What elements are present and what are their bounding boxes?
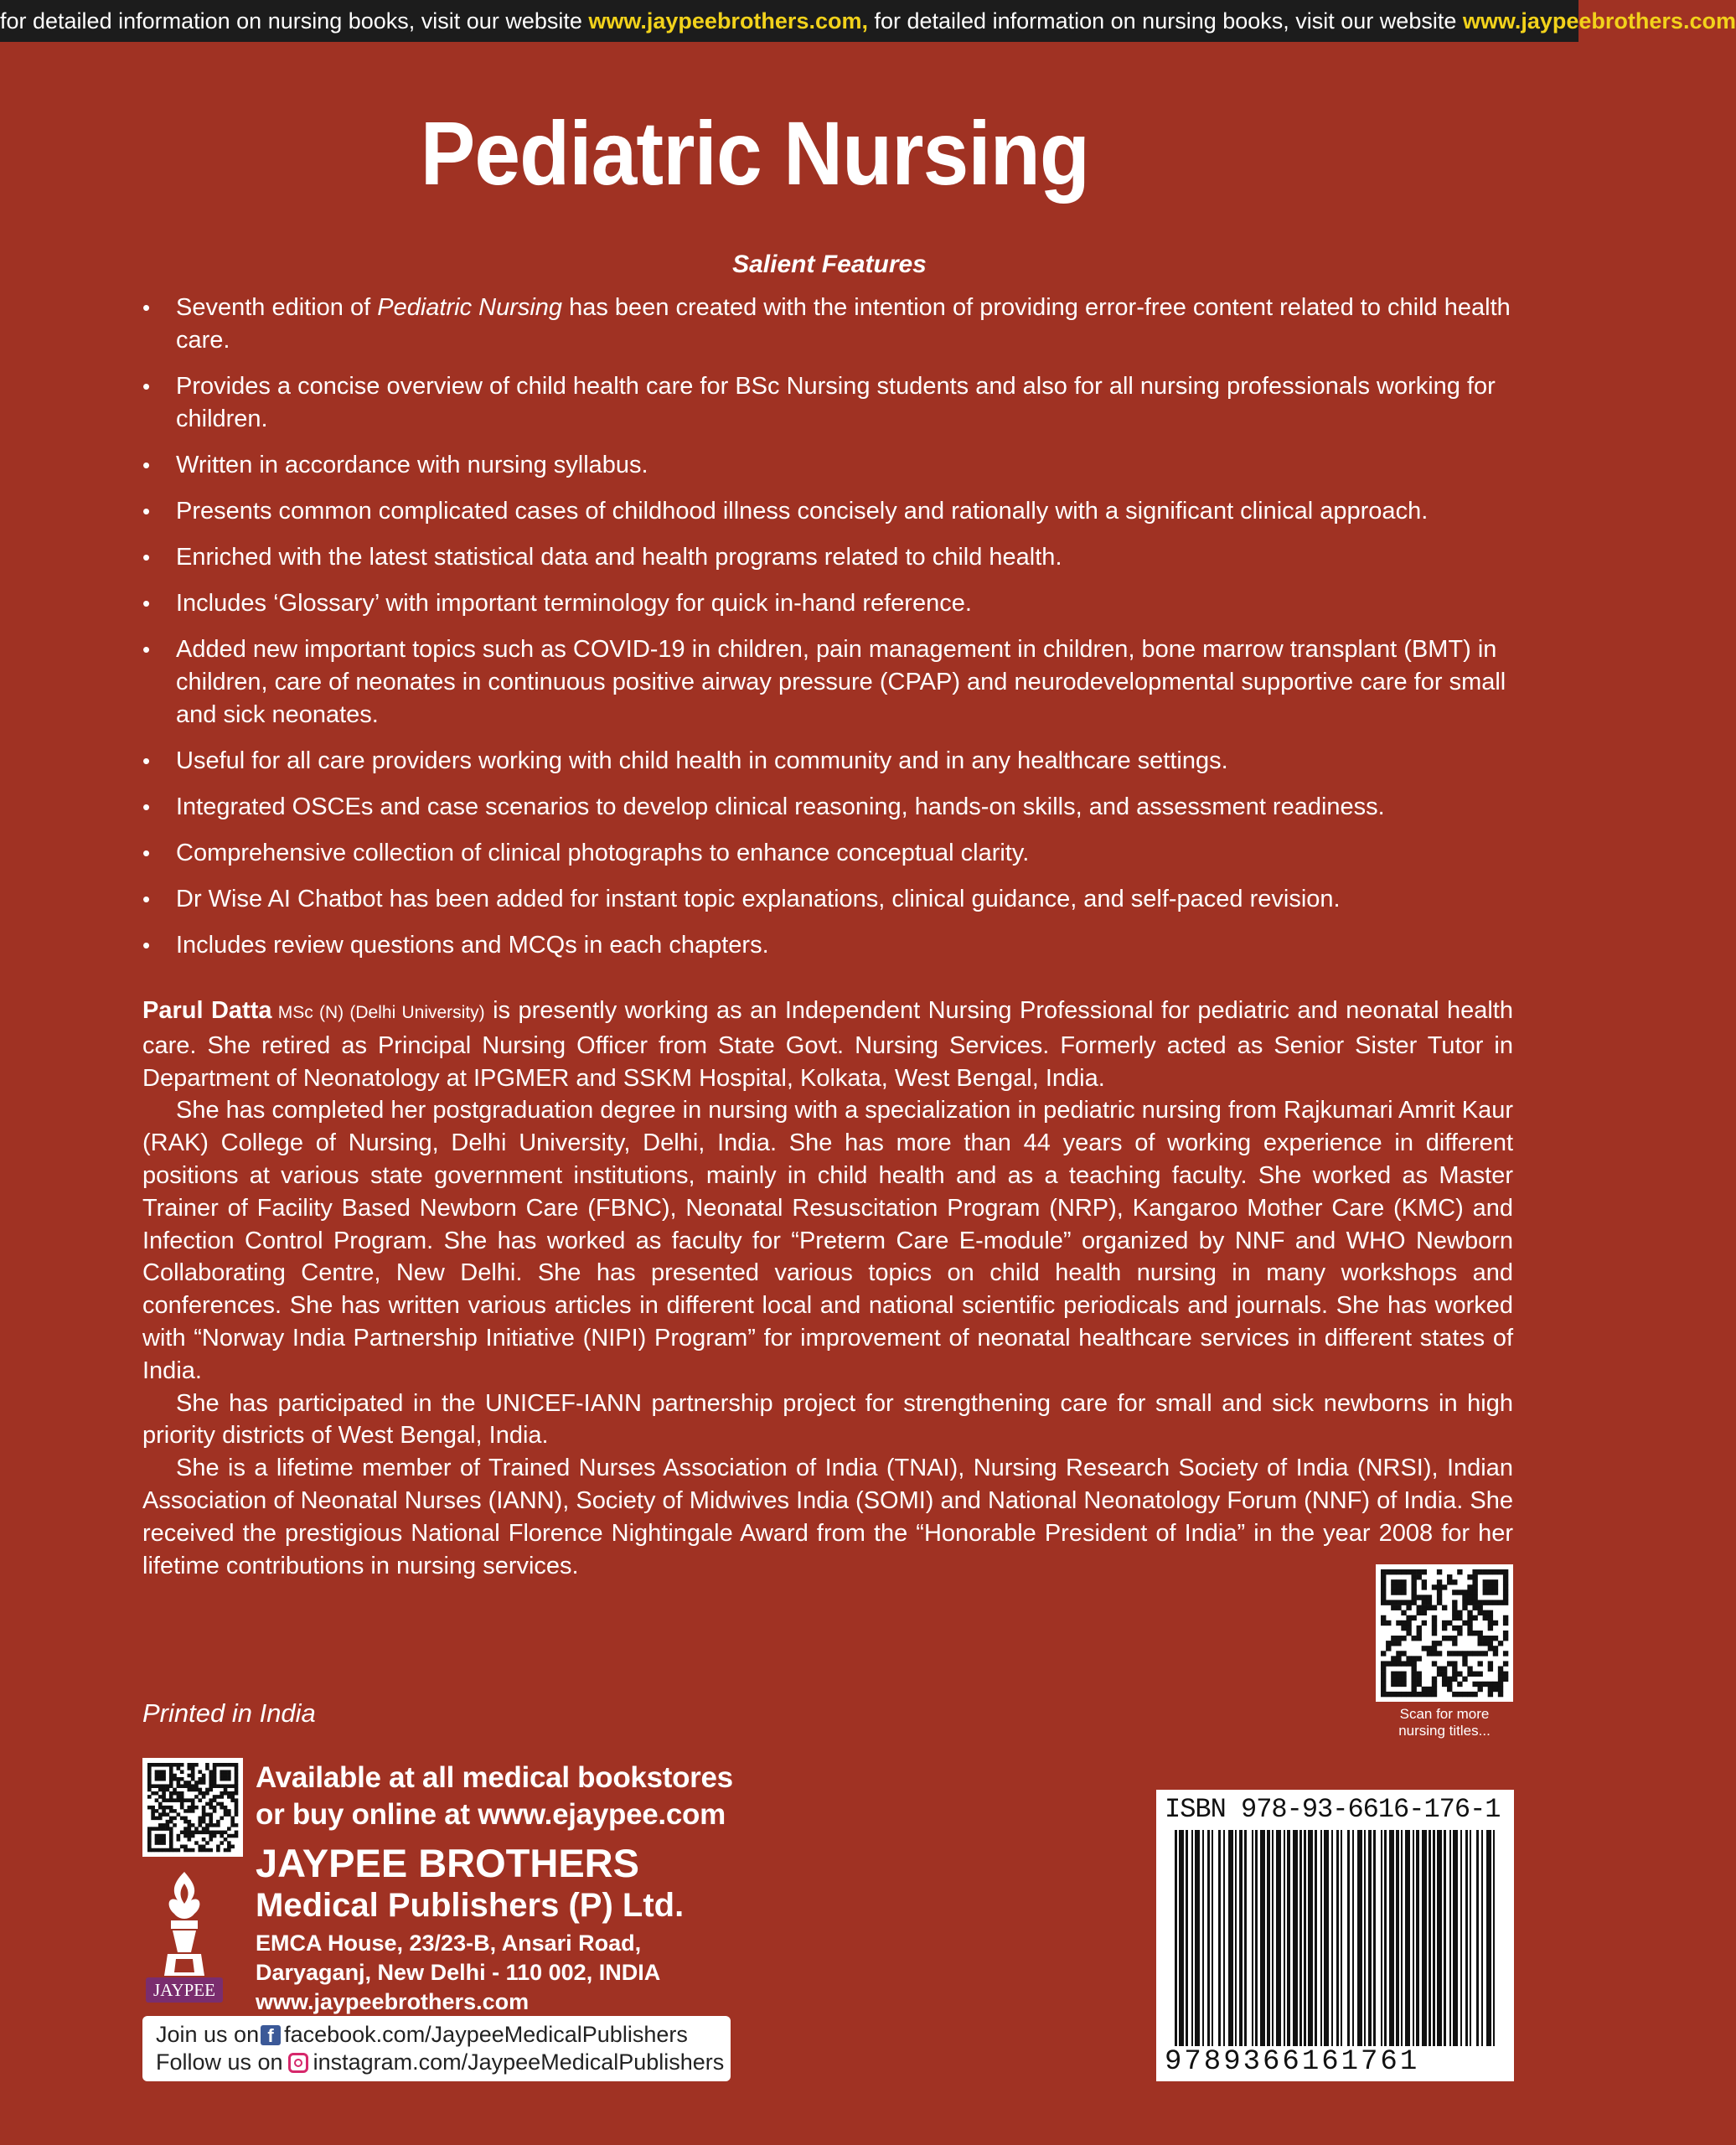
feature-item: • Dr Wise AI Chatbot has been added for instant topic explanations, clinical guidance, and self-paced revision. (142, 883, 1514, 916)
instagram-row[interactable] (156, 2049, 731, 2076)
isbn-digits: 9789366161761 (1165, 2046, 1508, 2078)
feature-item: • Enriched with the latest statistical data and health programs related to child health. (142, 541, 1514, 574)
publisher-address-1: EMCA House, 23/23-B, Ansari Road, (256, 1930, 642, 1956)
publisher-address-2: Daryaganj, New Delhi - 110 002, INDIA (256, 1960, 661, 1985)
publisher-name-2: Medical Publishers (P) Ltd. (256, 1887, 685, 1924)
jaypee-logo-label: JAYPEE (146, 1977, 223, 2003)
feature-item: • Comprehensive collection of clinical photographs to enhance conceptual clarity. (142, 837, 1514, 870)
feature-item: • Includes ‘Glossary’ with important terminology for quick in-hand reference. (142, 587, 1514, 620)
torch-icon (142, 1865, 226, 1982)
feature-item: • Includes review questions and MCQs in each chapters. (142, 929, 1514, 962)
follow-label: Follow us on (156, 2049, 283, 2075)
qr-caption-line-1: Scan for more (1399, 1706, 1490, 1722)
bio-paragraph-3: She has participated in the UNICEF-IANN partnership project for strengthening care for small and sick newborns in high priority districts of West Bengal, India. (142, 1389, 1513, 1450)
availability-text (256, 1760, 733, 1833)
publisher-name-1: JAYPEE BROTHERS (256, 1841, 639, 1885)
qr-caption-line-2: nursing titles... (1398, 1723, 1491, 1739)
feature-item: • Useful for all care providers working with child health in community and in any healthcare settings. (142, 745, 1514, 778)
bio-paragraph-2: She has completed her postgraduation degree in nursing with a specialization in pediatric nursing from Rajkumari Amrit Kaur (RAK) College of Nursing, Delhi University, Delhi, India. She has more than 44 years of working experience in different positions at various state government institutions, mainly in child health and as a teaching faculty. She worked as Master Trainer of Facility Based Newborn Care (FBNC), Neonatal Resuscitation Program (NRP), Kangaroo Mother Care (KMC) and Infection Control Program. She has worked as faculty for “Preterm Care E-module” organized by NNF and WHO Newborn Collaborating Centre, New Delhi. She has presented various topics on child health nursing in many workshops and conferences. She has written various articles in different local and national scientific periodicals and journals. She has worked with “Norway India Partnership Initiative (NIPI) Program” for improvement of neonatal healthcare services in different states of India. (142, 1097, 1513, 1384)
feature-item: • Added new important topics such as COVID-19 in children, pain management in children, bone marrow transplant (BMT) in children, care of neonates in continuous positive airway pressure (CPAP) and neurodevelopmental supportive care for small and sick neonates. (142, 633, 1514, 731)
facebook-link[interactable]: facebook.com/JaypeeMedicalPublishers (284, 2022, 688, 2047)
author-credentials: MSc (N) (Delhi University) (271, 1003, 485, 1022)
instagram-icon (288, 2053, 308, 2073)
isbn-label: ISBN 978-93-6616-176-1 (1165, 1794, 1501, 1825)
isbn-barcode (1156, 1790, 1514, 2081)
feature-item: • Provides a concise overview of child health care for BSc Nursing students and also for all nursing professionals working for children. (142, 370, 1514, 436)
promo-banner (0, 0, 1736, 42)
author-name: Parul Datta (142, 997, 272, 1024)
qr-caption (1351, 1706, 1538, 1739)
feature-item: • Seventh edition of Pediatric Nursing has been created with the intention of providing error-free content related to child health care. (142, 292, 1514, 357)
availability-line-1: Available at all medical bookstores (256, 1761, 733, 1794)
bio-paragraph-1 (142, 995, 1513, 1094)
qr-code-ejaypee[interactable] (142, 1758, 243, 1857)
promo-text: for detailed information on nursing books, visit our website (867, 8, 1463, 34)
printed-in: Printed in India (142, 1698, 316, 1728)
features-list (142, 292, 1514, 975)
bio-paragraph-1-text: is presently working as an Independent Nursing Professional for pediatric and neonatal health care. She retired as Principal Nursing Officer from State Govt. Nursing Services. Formerly acted as Senior Sister Tutor in Department of Neonatology at IPGMER and SSKM Hospital, Kolkata, West Bengal, India. (142, 997, 1513, 1092)
availability-line-2: or buy online at www.ejaypee.com (256, 1798, 726, 1831)
facebook-icon: f (261, 2025, 281, 2045)
author-bio (142, 995, 1513, 1582)
website-link[interactable]: www.jaypeebrothers.com, (588, 8, 868, 34)
feature-item: • Integrated OSCEs and case scenarios to develop clinical reasoning, hands-on skills, and assessment readiness. (142, 791, 1514, 824)
website-link[interactable]: www.jaypeebrothers.com (1462, 8, 1736, 34)
promo-text: for detailed information on nursing books, visit our website (0, 8, 589, 34)
bio-paragraph-4: She is a lifetime member of Trained Nurses Association of India (TNAI), Nursing Research Society of India (NRSI), Indian Association of Neonatal Nurses (IANN), Society of Midwives India (SOMI) and National Neonatology Forum (NNF) of India. She received the prestigious National Florence Nightingale Award from the “Honorable President of India” in the year 2008 for her lifetime contributions in nursing services. (142, 1455, 1513, 1579)
social-box (142, 2016, 731, 2081)
publisher-block (256, 1842, 684, 2017)
instagram-link[interactable]: instagram.com/JaypeeMedicalPublishers (313, 2049, 725, 2075)
features-heading: Salient Features (732, 251, 927, 278)
barcode-bars (1175, 1830, 1496, 2049)
qr-code-nursing-titles[interactable] (1376, 1564, 1513, 1702)
publisher-website[interactable]: www.jaypeebrothers.com (256, 1989, 530, 2014)
book-title: Pediatric Nursing (420, 102, 1090, 204)
feature-item: • Presents common complicated cases of childhood illness concisely and rationally with a significant clinical approach. (142, 495, 1514, 528)
facebook-row[interactable] (156, 2021, 731, 2049)
join-label: Join us on (156, 2022, 260, 2047)
feature-item: • Written in accordance with nursing syllabus. (142, 449, 1514, 482)
